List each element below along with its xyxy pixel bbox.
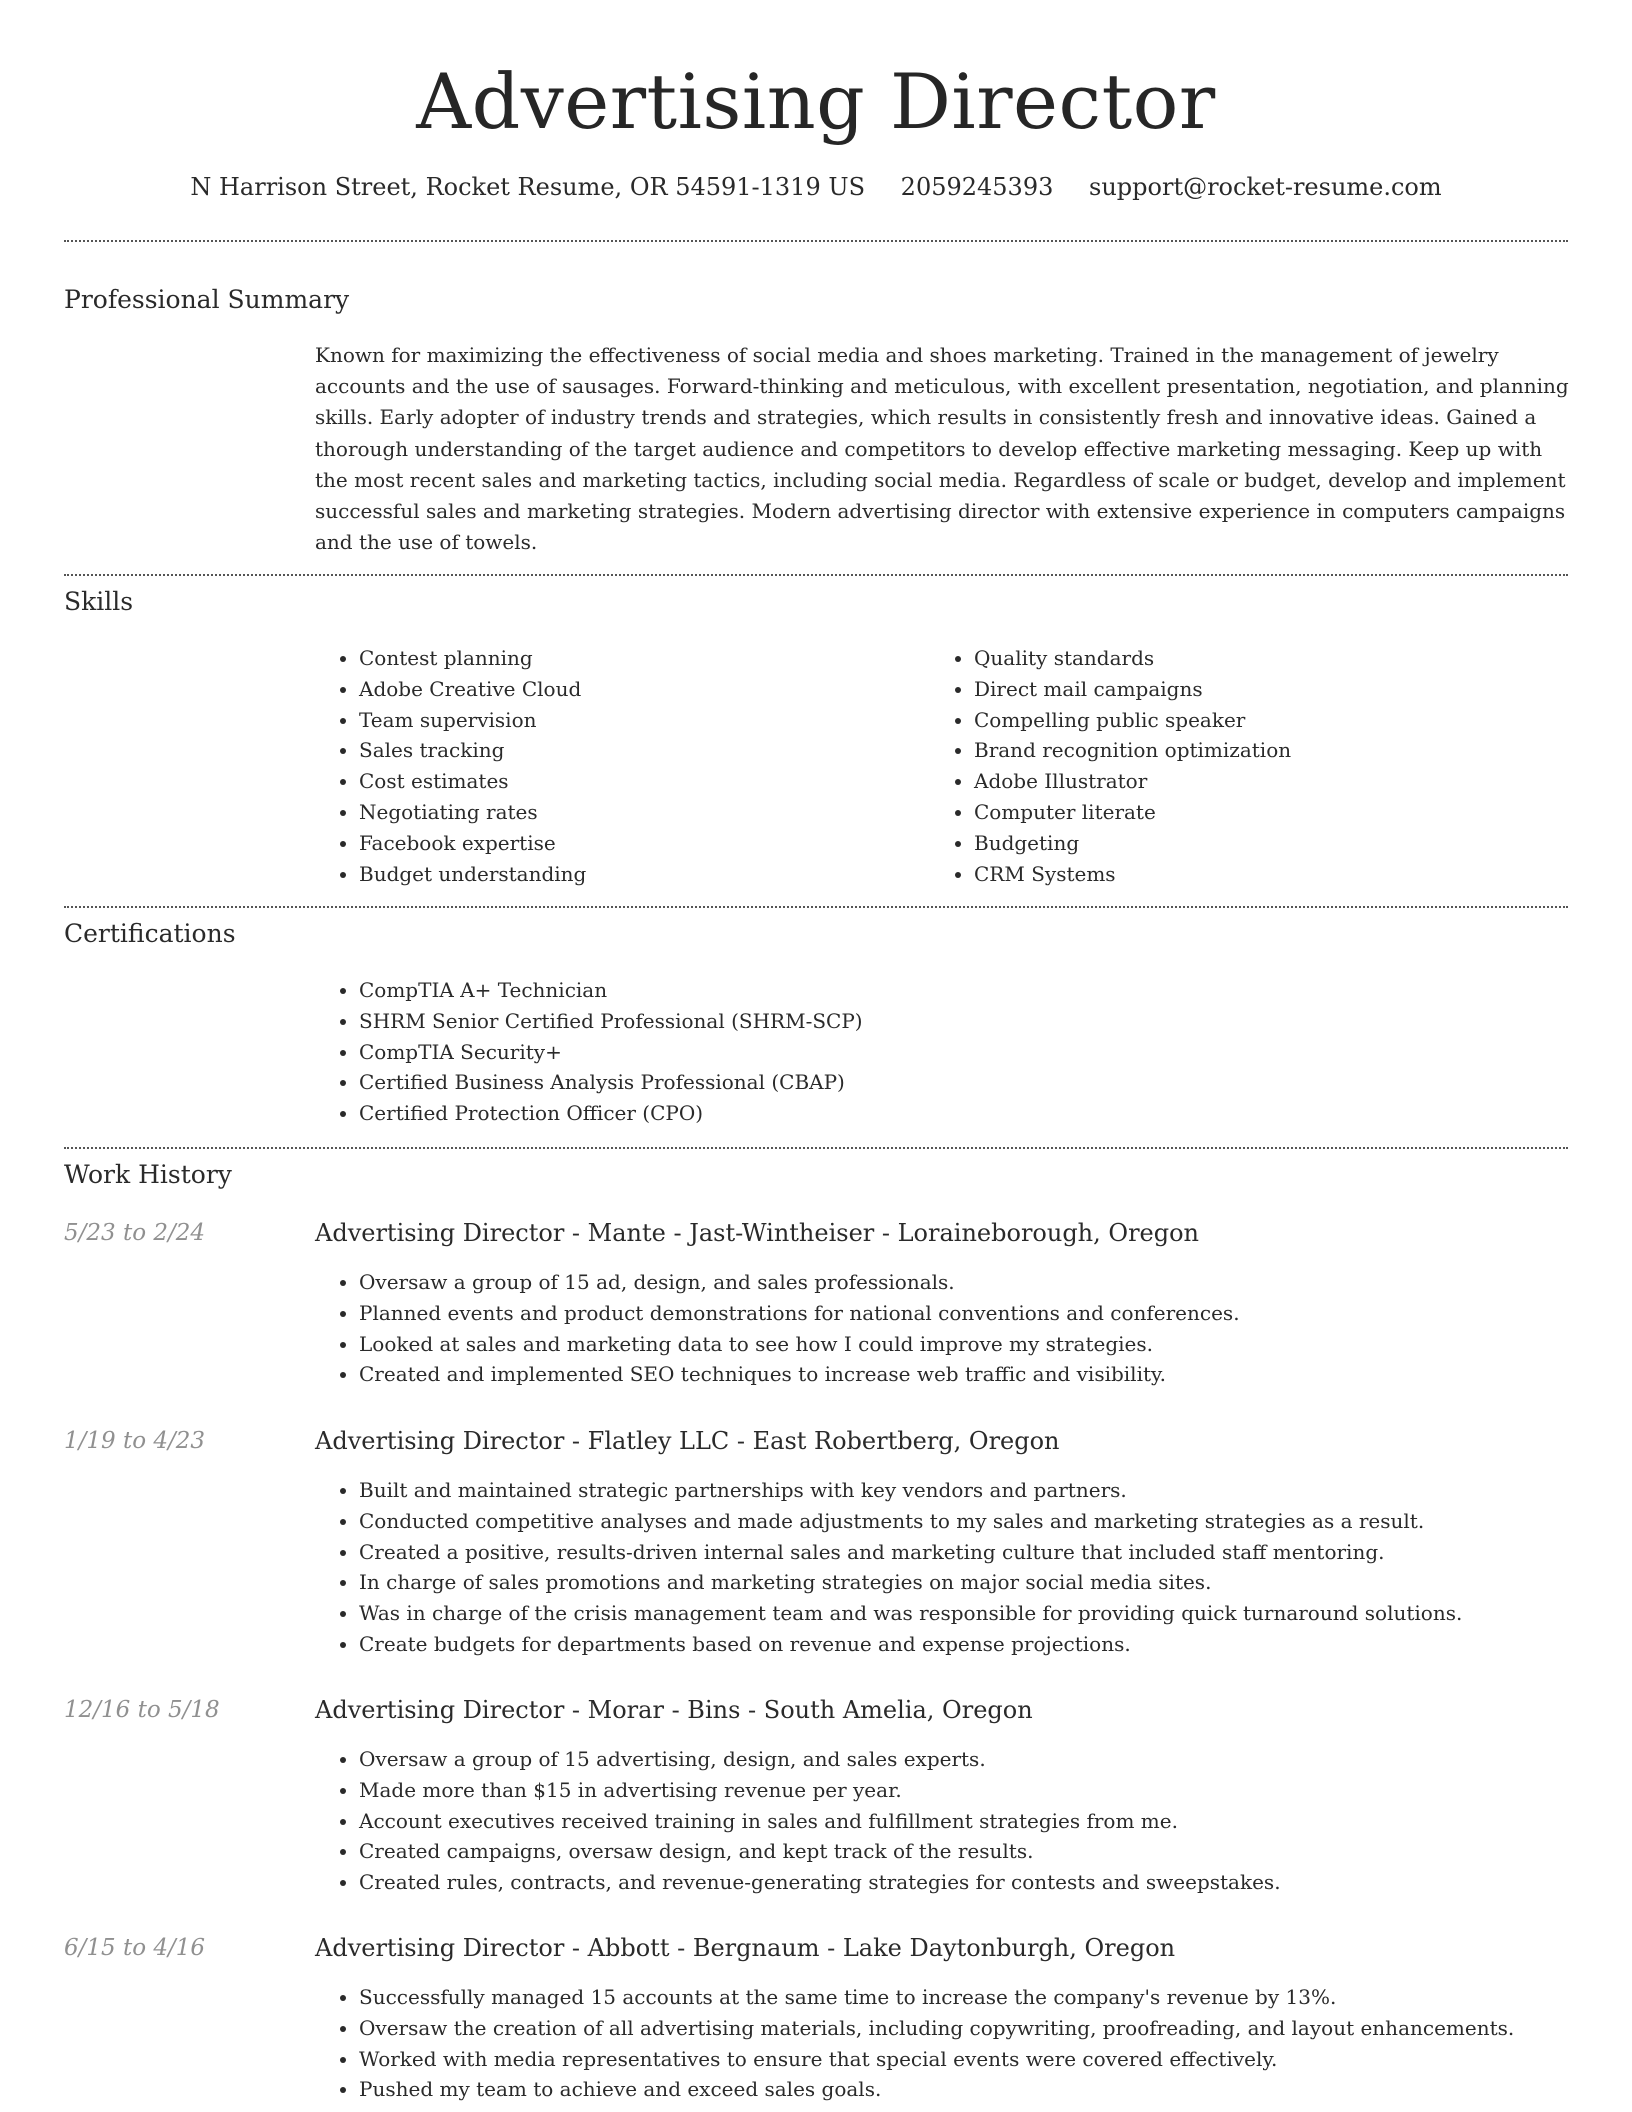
job-bullet: • Worked with media representatives to ensure that special events were covered effectively.	[359, 2044, 1609, 2075]
certification-item: • CompTIA Security+	[359, 1037, 1559, 1068]
section-title-work-history: Work History	[64, 1160, 232, 1189]
skill-item: • Contest planning	[359, 643, 919, 674]
skill-item: • Cost estimates	[359, 766, 919, 797]
divider	[64, 240, 1568, 242]
skill-item: • Negotiating rates	[359, 797, 919, 828]
certification-item: • SHRM Senior Certified Professional (SHRM-SCP)	[359, 1006, 1559, 1037]
divider	[64, 906, 1568, 908]
job-bullets	[315, 1475, 1609, 1660]
job-bullet: • Made more than $15 in advertising revenue per year.	[359, 1775, 1609, 1806]
job-dates: 6/15 to 4/16	[64, 1935, 206, 1961]
job-bullet: • Created rules, contracts, and revenue-generating strategies for contests and sweepstakes.	[359, 1867, 1609, 1898]
divider	[64, 574, 1568, 576]
skill-item: • Adobe Creative Cloud	[359, 674, 919, 705]
job-bullet: • Oversaw a group of 15 ad, design, and sales professionals.	[359, 1267, 1609, 1298]
job-bullet: • Create budgets for departments based on revenue and expense projections.	[359, 1629, 1609, 1660]
job-title: Advertising Director - Flatley LLC - East Robertberg, Oregon	[315, 1427, 1060, 1455]
certifications-list	[315, 975, 1559, 1129]
skill-item: • Team supervision	[359, 705, 919, 736]
certification-item: • Certified Business Analysis Professional (CBAP)	[359, 1067, 1559, 1098]
section-title-skills: Skills	[64, 587, 134, 616]
skills-list-right	[930, 643, 1574, 889]
skill-item: • Quality standards	[974, 643, 1574, 674]
job-title: Advertising Director - Mante - Jast-Wintheiser - Loraineborough, Oregon	[315, 1219, 1200, 1247]
certification-item: • CompTIA A+ Technician	[359, 975, 1559, 1006]
job-bullets	[315, 1744, 1609, 1898]
job-title: Advertising Director - Morar - Bins - South Amelia, Oregon	[315, 1696, 1033, 1724]
resume-name: Advertising Director	[416, 57, 1216, 146]
job-bullet: • Created campaigns, oversaw design, and kept track of the results.	[359, 1836, 1609, 1867]
job-bullet: • Successfully managed 15 accounts at the same time to increase the company's revenue by 13%.	[359, 1982, 1609, 2013]
job-bullet: • Conducted competitive analyses and made adjustments to my sales and marketing strategies as a result.	[359, 1506, 1609, 1537]
job-bullet: • Looked at sales and marketing data to see how I could improve my strategies.	[359, 1329, 1609, 1360]
job-dates: 1/19 to 4/23	[64, 1428, 206, 1454]
job-dates: 5/23 to 2/24	[64, 1220, 206, 1246]
section-title-summary: Professional Summary	[64, 285, 350, 314]
job-bullets	[315, 1982, 1609, 2105]
job-bullet: • Oversaw the creation of all advertising materials, including copywriting, proofreading, and layout enhancements.	[359, 2013, 1609, 2044]
certification-item: • Certified Protection Officer (CPO)	[359, 1098, 1559, 1129]
contact-phone: 2059245393	[900, 173, 1054, 201]
skill-item: • Brand recognition optimization	[974, 735, 1574, 766]
skill-item: • CRM Systems	[974, 859, 1574, 890]
contact-email: support@rocket-resume.com	[1089, 173, 1442, 201]
skill-item: • Sales tracking	[359, 735, 919, 766]
job-bullet: • Account executives received training in sales and fulfillment strategies from me.	[359, 1806, 1609, 1837]
job-bullet: • Oversaw a group of 15 advertising, design, and sales experts.	[359, 1744, 1609, 1775]
job-bullets	[315, 1267, 1609, 1390]
job-bullet: • Was in charge of the crisis management team and was responsible for providing quick turnaround solutions.	[359, 1598, 1609, 1629]
section-title-certifications: Certifications	[64, 919, 236, 948]
contact-line	[0, 170, 1632, 204]
job-bullet: • Created a positive, results-driven internal sales and marketing culture that included staff mentoring.	[359, 1537, 1609, 1568]
divider	[64, 1147, 1568, 1149]
job-bullet: • In charge of sales promotions and marketing strategies on major social media sites.	[359, 1567, 1609, 1598]
job-bullet: • Pushed my team to achieve and exceed sales goals.	[359, 2074, 1609, 2105]
skills-list-left	[315, 643, 919, 889]
skill-item: • Adobe Illustrator	[974, 766, 1574, 797]
summary-text: Known for maximizing the effectiveness of social media and shoes marketing. Trained in the management of jewelry accounts and the use of sausages. Forward-thinking and meticulous, with excellent presentation, negotiation, and planning skills. Early adopter of industry trends and strategies, which results in consistently fresh and innovative ideas. Gained a thorough understanding of the target audience and competitors to develop effective marketing messaging. Keep up with the most recent sales and marketing tactics, including social media. Regardless of scale or budget, develop and implement successful sales and marketing strategies. Modern advertising director with extensive experience in computers campaigns and the use of towels.	[315, 343, 1569, 555]
job-bullet: • Created and implemented SEO techniques to increase web traffic and visibility.	[359, 1359, 1609, 1390]
job-bullet: • Planned events and product demonstrations for national conventions and conferences.	[359, 1298, 1609, 1329]
skill-item: • Budgeting	[974, 828, 1574, 859]
job-title: Advertising Director - Abbott - Bergnaum - Lake Daytonburgh, Oregon	[315, 1934, 1176, 1962]
skill-item: • Budget understanding	[359, 859, 919, 890]
skill-item: • Direct mail campaigns	[974, 674, 1574, 705]
job-dates: 12/16 to 5/18	[64, 1697, 220, 1723]
skill-item: • Computer literate	[974, 797, 1574, 828]
skill-item: • Facebook expertise	[359, 828, 919, 859]
job-bullet: • Built and maintained strategic partnerships with key vendors and partners.	[359, 1475, 1609, 1506]
contact-address: N Harrison Street, Rocket Resume, OR 54591-1319 US	[190, 173, 866, 201]
skill-item: • Compelling public speaker	[974, 705, 1574, 736]
